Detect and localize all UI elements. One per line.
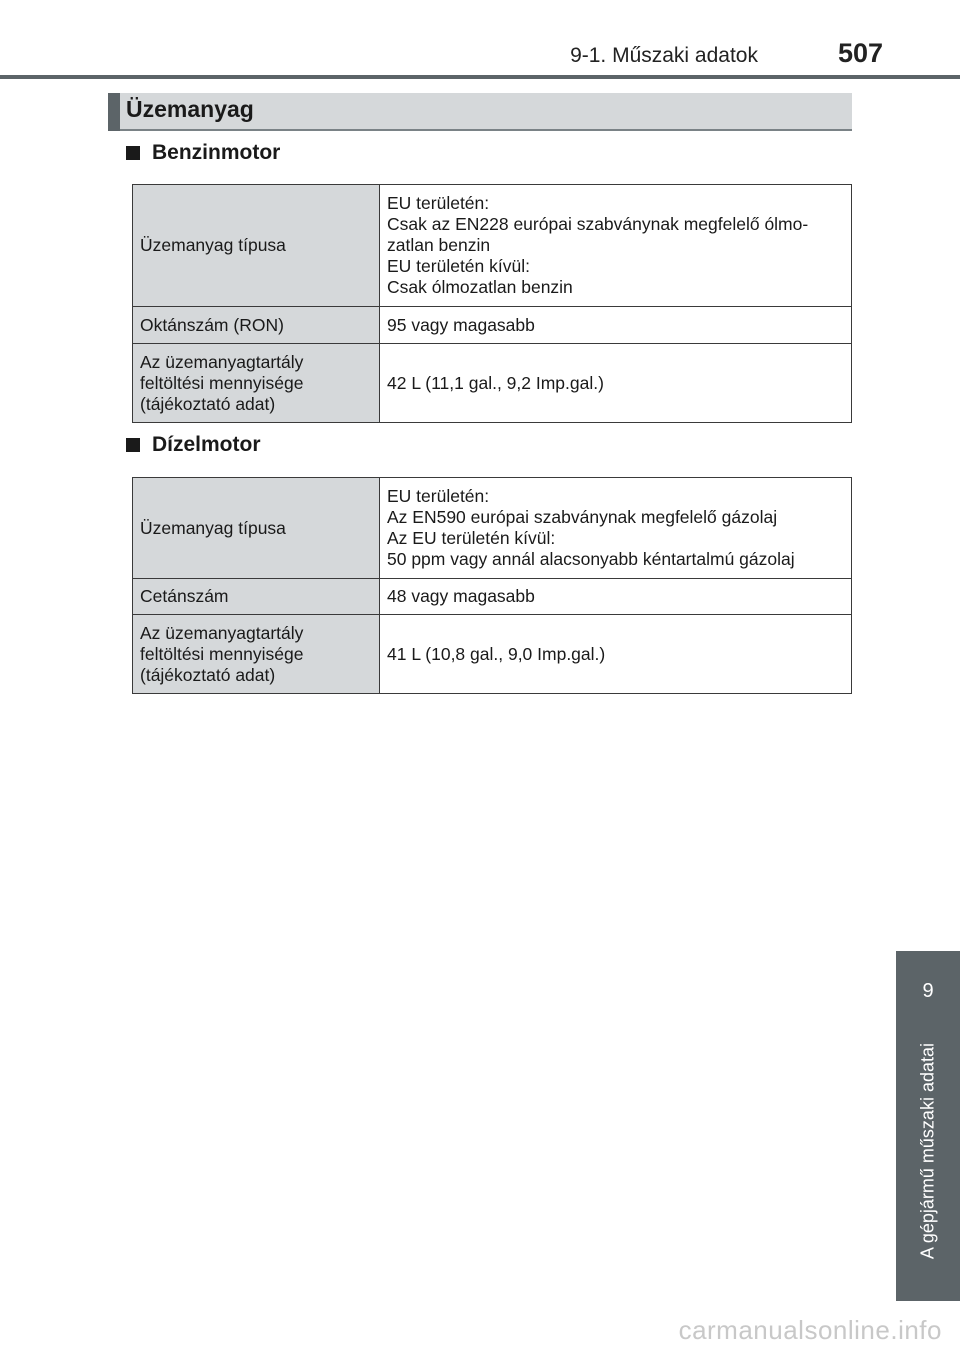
diesel-spec-table bbox=[132, 477, 852, 694]
diesel-heading-text: Dízelmotor bbox=[152, 433, 261, 456]
table-label-cell bbox=[133, 344, 380, 423]
cell-text: Az EN590 európai szabványnak megfelelő gázolaj bbox=[387, 507, 778, 527]
page-number: 507 bbox=[837, 38, 883, 68]
section-title: Üzemanyag bbox=[126, 96, 254, 122]
cell-text: Az EU területén kívül: bbox=[387, 528, 556, 548]
cell-text: EU területén: bbox=[387, 193, 490, 213]
cell-text: Üzemanyag típusa bbox=[140, 517, 286, 538]
table-label-cell bbox=[133, 615, 380, 694]
table-label-cell bbox=[133, 478, 380, 579]
chapter-number: 9 bbox=[922, 979, 934, 1002]
cell-text: Az üzemanyagtartály bbox=[140, 622, 304, 643]
cell-text: 42 L (11,1 gal., 9,2 Imp.gal.) bbox=[387, 372, 604, 393]
petrol-spec-table bbox=[132, 184, 852, 423]
cell-text: Cetánszám bbox=[140, 586, 229, 606]
cell-text: Csak az EN228 európai szabványnak megfelelő ólmo- bbox=[387, 214, 809, 234]
table-label-cell bbox=[133, 185, 380, 307]
table-row bbox=[133, 344, 852, 423]
watermark: carmanualsonline.info bbox=[678, 1315, 942, 1345]
page-header bbox=[0, 0, 960, 80]
cell-text: 41 L (10,8 gal., 9,0 Imp.gal.) bbox=[387, 643, 606, 664]
section-title-bar bbox=[108, 93, 852, 131]
cell-text: Csak ólmozatlan benzin bbox=[387, 277, 573, 297]
table-label-cell bbox=[133, 579, 380, 615]
cell-text: 50 ppm vagy annál alacsonyabb kéntartalmú gázolaj bbox=[387, 549, 795, 569]
bullet-square-icon bbox=[126, 146, 140, 160]
cell-text: Üzemanyag típusa bbox=[140, 235, 286, 255]
table-row bbox=[133, 185, 852, 307]
petrol-heading-text: Benzinmotor bbox=[152, 141, 281, 164]
chapter-title: A gépjármű műszaki adatai bbox=[917, 1043, 938, 1260]
table-value-cell bbox=[380, 344, 852, 423]
cell-text: feltöltési mennyisége bbox=[140, 643, 304, 664]
cell-text: EU területén kívül: bbox=[387, 256, 530, 276]
cell-text: feltöltési mennyisége bbox=[140, 372, 304, 393]
table-value-cell bbox=[380, 615, 852, 694]
table-label-cell bbox=[133, 307, 380, 344]
bullet-square-icon bbox=[126, 438, 140, 452]
cell-text: (tájékoztató adat) bbox=[140, 393, 276, 414]
cell-text: (tájékoztató adat) bbox=[140, 664, 276, 685]
table-row bbox=[133, 307, 852, 344]
table-value-cell bbox=[380, 185, 852, 307]
petrol-heading bbox=[126, 141, 280, 165]
header-section-title: 9-1. Műszaki adatok bbox=[570, 44, 758, 67]
diesel-heading bbox=[126, 433, 261, 457]
table-row bbox=[133, 478, 852, 579]
table-row bbox=[133, 579, 852, 615]
cell-text: zatlan benzin bbox=[387, 235, 491, 255]
chapter-tab-number bbox=[896, 951, 960, 1031]
cell-text: 48 vagy magasabb bbox=[387, 586, 535, 606]
cell-text: 95 vagy magasabb bbox=[387, 314, 535, 335]
header-rule bbox=[0, 75, 960, 79]
section-accent bbox=[108, 93, 120, 131]
table-value-cell bbox=[380, 478, 852, 579]
cell-text: Az üzemanyagtartály bbox=[140, 351, 304, 372]
table-row bbox=[133, 615, 852, 694]
chapter-tab-title bbox=[896, 1031, 960, 1301]
table-value-cell bbox=[380, 579, 852, 615]
cell-text: Oktánszám (RON) bbox=[140, 314, 284, 335]
cell-text: EU területén: bbox=[387, 486, 490, 506]
table-value-cell bbox=[380, 307, 852, 344]
